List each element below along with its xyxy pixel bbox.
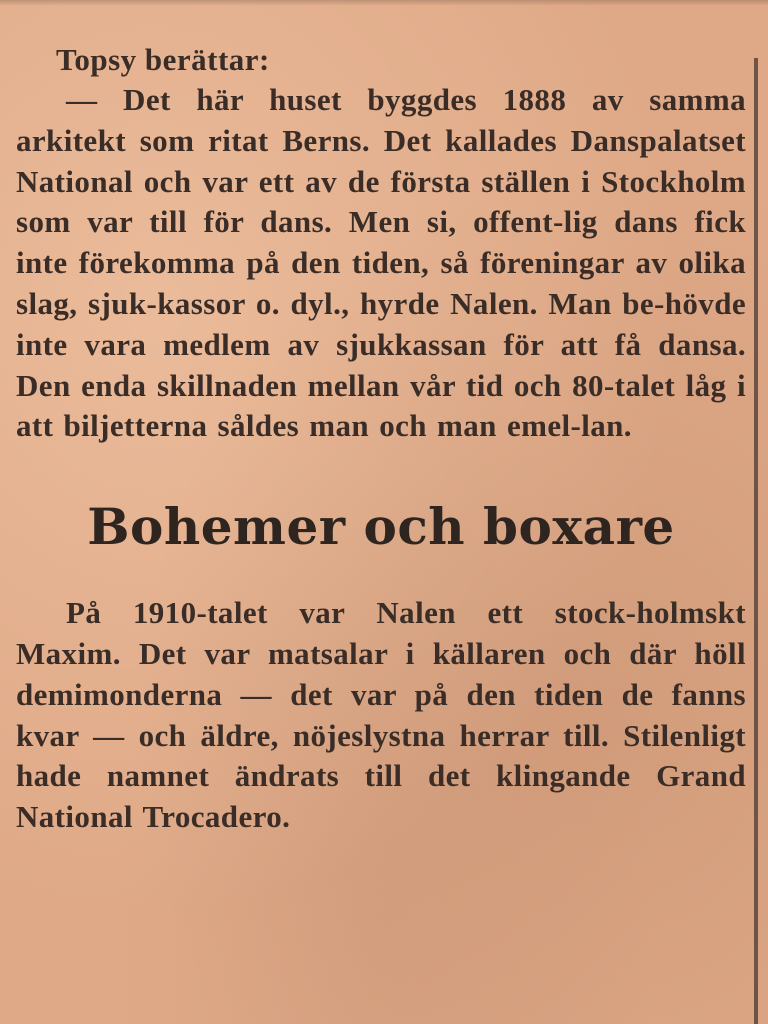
article-paragraph-1-text: — Det här huset byggdes 1888 av samma arkitekt som ritat Berns. Det kallades Danspalatset National och var ett av de första ställen i Stockholm som var till för dans. Men si, offent-lig dans fick inte förekomma på den tiden, så föreningar av olika slag, sjuk-kassor o. dyl., hyrde Nalen. Man be-hövde inte vara medlem av sjukkassan för att få dansa. Den enda skillnaden mellan vår tid och 80-talet låg i att biljetterna såldes man och man emel-lan.	[16, 82, 746, 444]
newspaper-article	[16, 40, 746, 838]
page-top-edge	[0, 0, 768, 6]
article-lead: Topsy berättar:	[56, 42, 270, 77]
column-rule	[754, 58, 758, 1024]
article-paragraph-2-text: På 1910-talet var Nalen ett stock-holmskt Maxim. Det var matsalar i källaren och där höll demimonderna — det var på den tiden de fanns kvar — och äldre, nöjeslystna herrar till. Stilenligt hade namnet ändrats till det klingande Grand National Trocadero.	[16, 595, 746, 835]
article-paragraph-2	[16, 593, 746, 838]
article-paragraph-1	[16, 80, 746, 447]
article-headline: Bohemer och boxare	[87, 497, 675, 557]
